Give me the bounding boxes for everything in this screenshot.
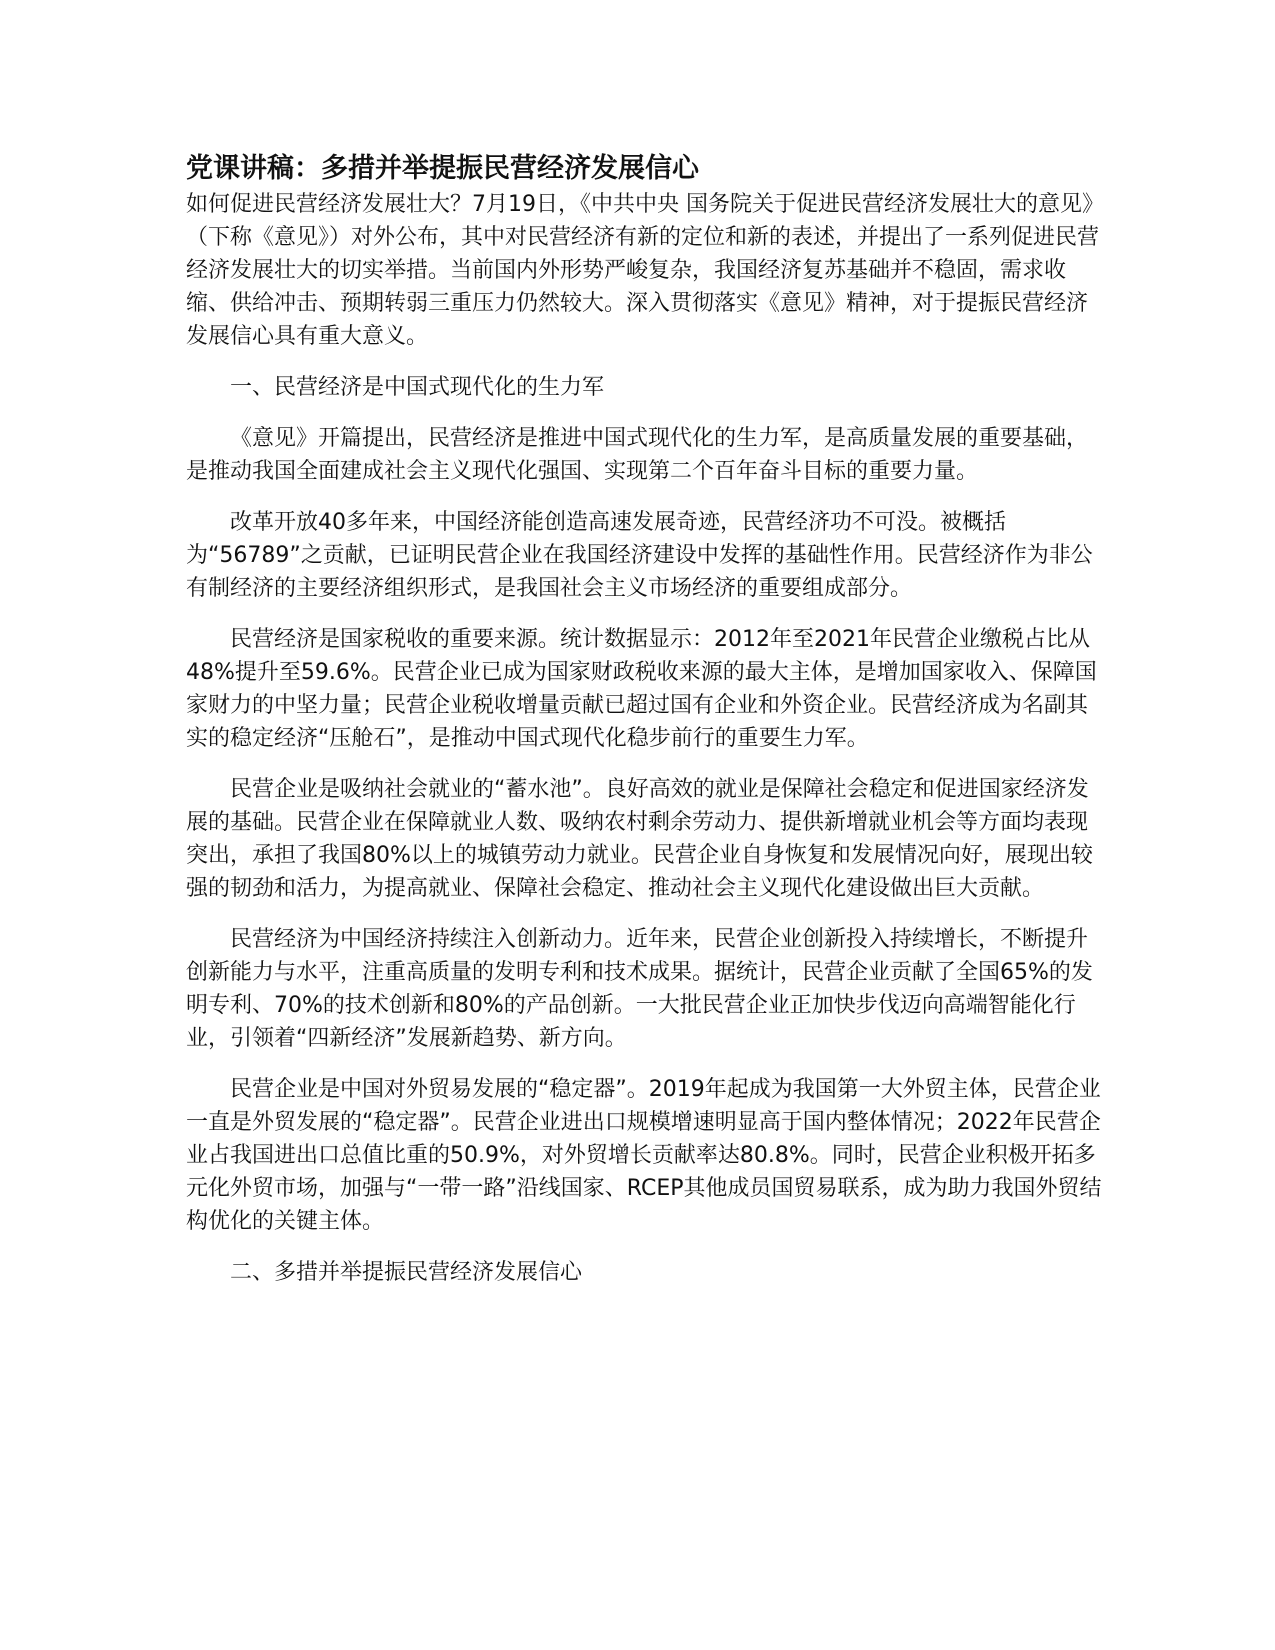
section-heading-1: 一、民营经济是中国式现代化的生力军 [230, 375, 605, 400]
intro-paragraph: 如何促进民营经济发展壮大？7月19日，《中共中央 国务院关于促进民营经济发展壮大的意见》（下称《意见》）对外公布，其中对民营经济有新的定位和新的表述，并提出了一系列促进民营经济发展壮大的切实举措。当前国内外形势严峻复杂，我国经济复苏基础并不稳固，需求收缩、供给冲击、预期转弱三重压力仍然较大。深入贯彻落实《意见》精神，对于提振民营经济发展信心具有重大意义。 [186, 192, 1104, 349]
document-title: 党课讲稿：多措并举提振民营经济发展信心 [186, 153, 699, 184]
body-paragraph: 民营企业是中国对外贸易发展的“稳定器”。2019年起成为我国第一大外贸主体，民营企业一直是外贸发展的“稳定器”。民营企业进出口规模增速明显高于国内整体情况；2022年民营企业占我国进出口总值比重的50.9%，对外贸增长贡献率达80.8%。同时，民营企业积极开拓多元化外贸市场，加强与“一带一路”沿线国家、RCEP其他成员国贸易联系，成为助力我国外贸结构优化的关键主体。 [186, 1077, 1102, 1234]
body-paragraph: 改革开放40多年来，中国经济能创造高速发展奇迹，民营经济功不可没。被概括为“56789”之贡献，已证明民营企业在我国经济建设中发挥的基础性作用。民营经济作为非公有制经济的主要经济组织形式，是我国社会主义市场经济的重要组成部分。 [186, 510, 1093, 601]
body-paragraph: 民营经济为中国经济持续注入创新动力。近年来，民营企业创新投入持续增长，不断提升创新能力与水平，注重高质量的发明专利和技术成果。据统计，民营企业贡献了全国65%的发明专利、70%的技术创新和80%的产品创新。一大批民营企业正加快步伐迈向高端智能化行业，引领着“四新经济”发展新趋势、新方向。 [186, 927, 1093, 1051]
body-paragraph: 民营企业是吸纳社会就业的“蓄水池”。良好高效的就业是保障社会稳定和促进国家经济发展的基础。民营企业在保障就业人数、吸纳农村剩余劳动力、提供新增就业机会等方面均表现突出，承担了我国80%以上的城镇劳动力就业。民营企业自身恢复和发展情况向好，展现出较强的韧劲和活力，为提高就业、保障社会稳定、推动社会主义现代化建设做出巨大贡献。 [186, 777, 1093, 901]
section-heading-2: 二、多措并举提振民营经济发展信心 [230, 1260, 583, 1285]
body-paragraph: 民营经济是国家税收的重要来源。统计数据显示：2012年至2021年民营企业缴税占比从48%提升至59.6%。民营企业已成为国家财政税收来源的最大主体，是增加国家收入、保障国家财力的中坚力量；民营企业税收增量贡献已超过国有企业和外资企业。民营经济成为名副其实的稳定经济“压舱石”，是推动中国式现代化稳步前行的重要生力军。 [186, 627, 1097, 751]
document-body [186, 150, 1106, 1307]
body-paragraph: 《意见》开篇提出，民营经济是推进中国式现代化的生力军，是高质量发展的重要基础，是推动我国全面建成社会主义现代化强国、实现第二个百年奋斗目标的重要力量。 [186, 426, 1089, 484]
